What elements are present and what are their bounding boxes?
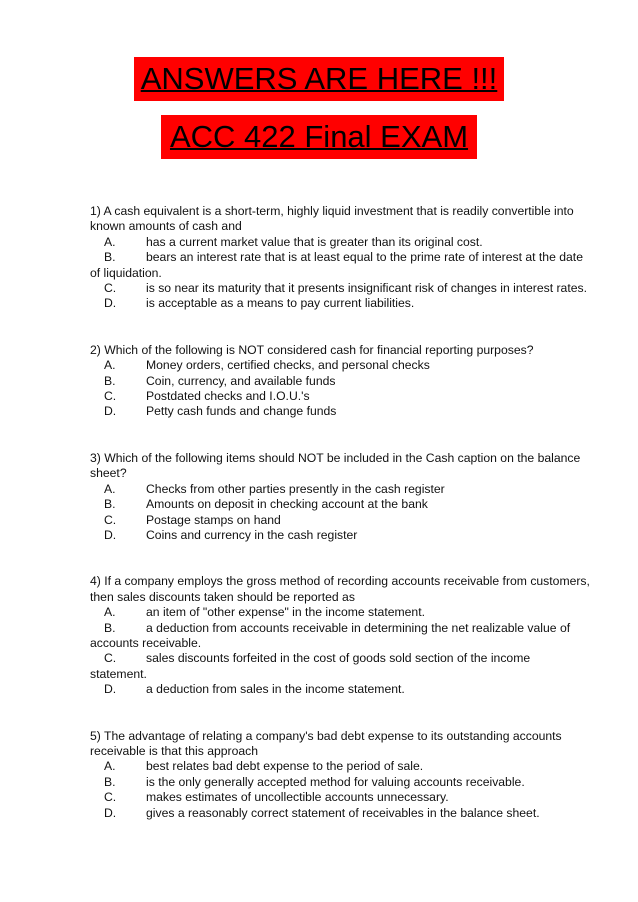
option-letter: D. xyxy=(104,296,117,311)
option-text: Amounts on deposit in checking account at the bank xyxy=(146,497,428,512)
option-text: an item of "other expense" in the income statement. xyxy=(146,605,425,620)
option-b xyxy=(90,775,590,790)
question-3 xyxy=(90,451,590,543)
option-b xyxy=(90,497,590,512)
option-letter: C. xyxy=(104,790,117,805)
banner-line-1-wrap xyxy=(0,57,638,101)
option-a xyxy=(90,759,590,774)
option-c xyxy=(90,513,590,528)
option-c xyxy=(90,651,590,682)
question-5 xyxy=(90,729,590,821)
option-d xyxy=(90,682,590,697)
option-text: Money orders, certified checks, and personal checks xyxy=(146,358,430,373)
option-c xyxy=(90,389,590,404)
option-letter: B. xyxy=(104,373,116,388)
option-d xyxy=(90,296,590,311)
option-c xyxy=(90,790,590,805)
option-letter: A. xyxy=(104,234,116,249)
option-letter: D. xyxy=(104,404,117,419)
banner-title-answers: ANSWERS ARE HERE !!! xyxy=(134,57,504,101)
option-letter: D. xyxy=(104,527,117,542)
option-text: gives a reasonably correct statement of receivables in the balance sheet. xyxy=(146,805,540,820)
option-letter: A. xyxy=(104,759,116,774)
option-text: is the only generally accepted method for valuing accounts receivable. xyxy=(146,774,525,789)
banner-title-exam: ACC 422 Final EXAM xyxy=(161,115,477,159)
option-text: has a current market value that is greater than its original cost. xyxy=(146,234,483,249)
option-letter: C. xyxy=(104,389,117,404)
option-c xyxy=(90,281,590,296)
option-letter: C. xyxy=(104,651,117,666)
option-text: Postage stamps on hand xyxy=(146,512,281,527)
option-letter: C. xyxy=(104,512,117,527)
option-d xyxy=(90,528,590,543)
question-2 xyxy=(90,343,590,420)
option-letter: A. xyxy=(104,481,116,496)
option-b xyxy=(90,250,590,281)
option-text: Coins and currency in the cash register xyxy=(146,527,358,542)
option-text: makes estimates of uncollectible accounts unnecessary. xyxy=(146,790,449,805)
option-text: Checks from other parties presently in the cash register xyxy=(146,481,445,496)
question-list xyxy=(90,204,590,852)
question-stem: 5) The advantage of relating a company's bad debt expense to its outstanding accounts receivable is that this approach xyxy=(90,728,562,758)
option-letter: B. xyxy=(104,250,116,265)
option-text: a deduction from sales in the income statement. xyxy=(146,682,405,697)
option-text: Petty cash funds and change funds xyxy=(146,404,337,419)
option-d xyxy=(90,806,590,821)
option-letter: B. xyxy=(104,774,116,789)
option-text: best relates bad debt expense to the period of sale. xyxy=(146,759,424,774)
option-d xyxy=(90,404,590,419)
option-text: sales discounts forfeited in the cost of goods sold section of the income statement. xyxy=(90,651,531,681)
option-letter: B. xyxy=(104,620,116,635)
option-letter: D. xyxy=(104,805,117,820)
question-1 xyxy=(90,204,590,312)
option-text: Coin, currency, and available funds xyxy=(146,373,336,388)
question-stem: 2) Which of the following is NOT considered cash for financial reporting purposes? xyxy=(90,342,534,357)
option-text: is so near its maturity that it presents insignificant risk of changes in interest rates. xyxy=(146,281,587,296)
option-a xyxy=(90,358,590,373)
question-stem: 4) If a company employs the gross method of recording accounts receivable from customers, then sales discounts taken should be reported as xyxy=(90,574,590,604)
option-b xyxy=(90,374,590,389)
option-letter: D. xyxy=(104,682,117,697)
option-text: is acceptable as a means to pay current liabilities. xyxy=(146,296,415,311)
option-letter: A. xyxy=(104,605,116,620)
option-letter: B. xyxy=(104,497,116,512)
question-4 xyxy=(90,574,590,697)
option-text: a deduction from accounts receivable in determining the net realizable value of accounts receivable. xyxy=(90,620,571,650)
option-b xyxy=(90,621,590,652)
question-stem: 3) Which of the following items should NOT be included in the Cash caption on the balance sheet? xyxy=(90,450,581,481)
option-text: Postdated checks and I.O.U.'s xyxy=(146,389,310,404)
option-a xyxy=(90,235,590,250)
question-stem: 1) A cash equivalent is a short-term, highly liquid investment that is readily convertible into known amounts of cash and xyxy=(90,204,574,234)
banner-line-2-wrap xyxy=(0,115,638,159)
option-letter: A. xyxy=(104,358,116,373)
option-letter: C. xyxy=(104,281,117,296)
option-a xyxy=(90,482,590,497)
option-text: bears an interest rate that is at least equal to the prime rate of interest at the date of liquidation. xyxy=(90,250,583,280)
option-a xyxy=(90,605,590,620)
